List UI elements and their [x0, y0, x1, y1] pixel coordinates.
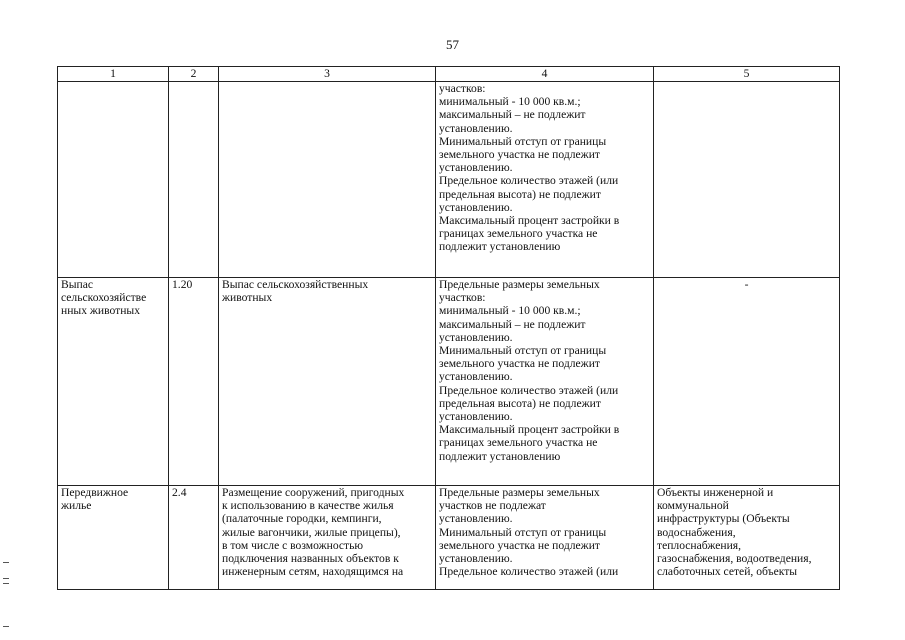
- parameters-line: установлению.: [439, 512, 513, 526]
- land-use-name-cell: [58, 82, 169, 278]
- parameters-line: установлению.: [439, 410, 513, 424]
- table-row: [58, 278, 840, 486]
- margin-mark: [3, 583, 9, 584]
- description-line: Выпас сельскохозяйственных: [222, 278, 369, 291]
- parameters-line: максимальный – не подлежит: [439, 108, 586, 122]
- description-line: в том числе с возможностью: [222, 538, 364, 552]
- description-line: инженерным сетям, находящимся на: [222, 565, 404, 579]
- additional-objects-line: газоснабжения, водоотведения,: [657, 552, 812, 566]
- description-line: (палаточные городки, кемпинги,: [222, 512, 382, 526]
- parameters-cell: [436, 486, 654, 590]
- parameters-line: земельного участка не подлежит: [439, 148, 600, 162]
- description-line: жилые вагончики, жилые прицепы),: [222, 525, 401, 539]
- parameters-line: предельная высота) не подлежит: [439, 396, 601, 410]
- parameters-line: земельного участка не подлежит: [439, 357, 600, 371]
- parameters-line: Предельное количество этажей (или: [439, 383, 619, 397]
- parameters-line: предельная высота) не подлежит: [439, 187, 601, 201]
- parameters-line: максимальный – не подлежит: [439, 317, 586, 331]
- land-use-name-cell: [58, 486, 169, 590]
- additional-objects-line: теплоснабжения,: [657, 538, 742, 552]
- parameters-line: установлению.: [439, 121, 513, 135]
- additional-objects-line: Объекты инженерной и: [657, 486, 774, 499]
- land-use-name-line: жилье: [61, 499, 92, 513]
- description-line: подключения названных объектов к: [222, 552, 399, 566]
- parameters-line: границах земельного участка не: [439, 227, 598, 241]
- parameters-line: подлежит установлению: [439, 240, 561, 254]
- additional-objects-line: слаботочных сетей, объекты: [657, 565, 798, 579]
- parameters-line: установлению.: [439, 552, 513, 566]
- additional-objects-cell: [654, 82, 840, 278]
- margin-mark: [3, 578, 9, 579]
- additional-objects-cell: [654, 486, 840, 590]
- parameters-line: установлению.: [439, 161, 513, 175]
- parameters-line: участков:: [439, 82, 486, 95]
- parameters-cell: [436, 278, 654, 486]
- margin-mark: [3, 626, 9, 627]
- margin-mark: [3, 562, 9, 563]
- parameters-line: земельного участка не подлежит: [439, 538, 600, 552]
- land-use-description-cell: [219, 486, 436, 590]
- dash-mark: -: [744, 278, 749, 291]
- parameters-line: подлежит установлению: [439, 449, 561, 463]
- parameters-line: установлению.: [439, 200, 513, 214]
- parameters-line: Предельные размеры земельных: [439, 486, 600, 499]
- land-use-name-line: нных животных: [61, 304, 141, 318]
- parameters-line: установлению.: [439, 370, 513, 384]
- page-number: 57: [446, 37, 459, 52]
- table-row: [58, 82, 840, 278]
- parameters-line: установлению.: [439, 330, 513, 344]
- parameters-line: Минимальный отступ от границы: [439, 525, 607, 539]
- parameters-line: участков:: [439, 291, 486, 305]
- parameters-cell: [436, 82, 654, 278]
- description-line: Размещение сооружений, пригодных: [222, 486, 405, 499]
- description-line: к использованию в качестве жилья: [222, 499, 394, 513]
- parameters-line: Максимальный процент застройки в: [439, 423, 620, 437]
- land-use-code-cell: 2.4: [169, 486, 219, 590]
- land-use-name-line: сельскохозяйстве: [61, 291, 147, 305]
- table-row: [58, 486, 840, 590]
- land-use-description-cell: [219, 82, 436, 278]
- column-header-3: 3: [219, 67, 436, 82]
- land-use-name-line: Передвижное: [61, 486, 129, 499]
- column-header-4: 4: [436, 67, 654, 82]
- land-use-code-cell: 1.20: [169, 278, 219, 486]
- parameters-line: минимальный - 10 000 кв.м.;: [439, 304, 581, 318]
- additional-objects-line: коммунальной: [657, 499, 729, 513]
- additional-objects-line: инфраструктуры (Объекты: [657, 512, 790, 526]
- parameters-line: Предельное количество этажей (или: [439, 565, 619, 579]
- regulations-table: [57, 66, 840, 590]
- column-header-2: 2: [169, 67, 219, 82]
- parameters-line: Минимальный отступ от границы: [439, 344, 607, 358]
- parameters-line: Минимальный отступ от границы: [439, 134, 607, 148]
- description-line: животных: [222, 291, 273, 305]
- column-header-5: 5: [654, 67, 840, 82]
- parameters-line: Максимальный процент застройки в: [439, 214, 620, 228]
- parameters-line: минимальный - 10 000 кв.м.;: [439, 95, 581, 109]
- table-header-row: [58, 67, 840, 82]
- land-use-name-line: Выпас: [61, 278, 94, 291]
- land-use-code-cell: [169, 82, 219, 278]
- land-use-description-cell: [219, 278, 436, 486]
- additional-objects-line: водоснабжения,: [657, 525, 736, 539]
- land-use-name-cell: [58, 278, 169, 486]
- additional-objects-cell: [654, 278, 840, 486]
- parameters-line: участков не подлежат: [439, 499, 546, 513]
- parameters-line: Предельное количество этажей (или: [439, 174, 619, 188]
- column-header-1: 1: [58, 67, 169, 82]
- parameters-line: границах земельного участка не: [439, 436, 598, 450]
- parameters-line: Предельные размеры земельных: [439, 278, 600, 291]
